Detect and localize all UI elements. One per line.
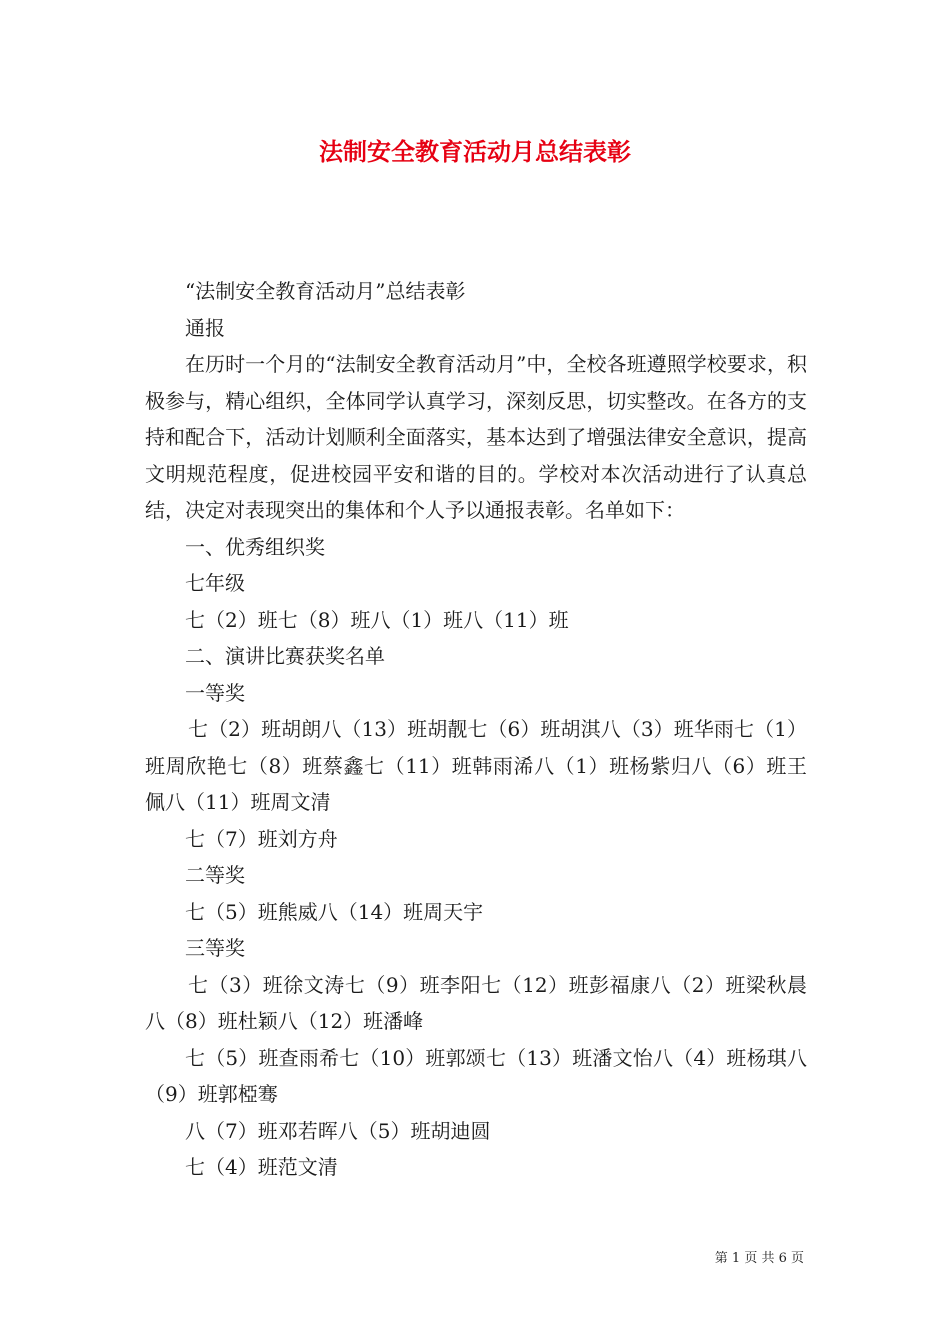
organization-award-classes: 七（2）班七（8）班八（1）班八（11）班: [185, 607, 569, 632]
second-prize-label: 二等奖: [185, 863, 245, 887]
section-heading-organization-award: 一、优秀组织奖: [185, 534, 325, 559]
document-body: [145, 273, 807, 1186]
section-heading-speech-contest: 二、演讲比赛获奖名单: [185, 644, 385, 668]
third-prize-list-3: 八（7）班邓若晖八（5）班胡迪圆: [185, 1118, 491, 1143]
document-title: 法制安全教育活动月总结表彰: [319, 137, 631, 166]
third-prize-list-2: 七（5）班查雨希七（10）班郭颂七（13）班潘文怡八（4）班杨琪八（9）班郭椏骞: [145, 1045, 807, 1106]
subtitle-line: “法制安全教育活动月”总结表彰: [185, 279, 466, 303]
page-number: 第 1 页 共 6 页: [714, 1251, 804, 1266]
third-prize-list-1: 七（3）班徐文涛七（9）班李阳七（12）班彭福康八（2）班梁秋晨八（8）班杜颖八（12）班潘峰: [145, 972, 807, 1033]
intro-paragraph: 在历时一个月的“法制安全教育活动月”中，全校各班遵照学校要求，积极参与，精心组织，全体同学认真学习，深刻反思，切实整改。在各方的支持和配合下，活动计划顺利全面落实，基本达到了增强法律安全意识，提高文明规范程度，促进校园平安和谐的目的。学校对本次活动进行了认真总结，决定对表现突出的集体和个人予以通报表彰。名单如下：: [145, 352, 807, 522]
third-prize-label: 三等奖: [185, 936, 245, 960]
first-prize-list-extra: 七（7）班刘方舟: [185, 826, 338, 851]
first-prize-label: 一等奖: [185, 680, 245, 705]
second-prize-list: 七（5）班熊威八（14）班周天宇: [185, 899, 484, 924]
notice-heading: 通报: [185, 315, 225, 340]
third-prize-list-4: 七（4）班范文清: [185, 1155, 338, 1179]
grade-label: 七年级: [185, 571, 245, 595]
first-prize-list: 七（2）班胡朗八（13）班胡靓七（6）班胡淇八（3）班华雨七（1）班周欣艳七（8）班蔡鑫七（11）班韩雨浠八（1）班杨紫归八（6）班王佩八（11）班周文清: [145, 717, 807, 814]
